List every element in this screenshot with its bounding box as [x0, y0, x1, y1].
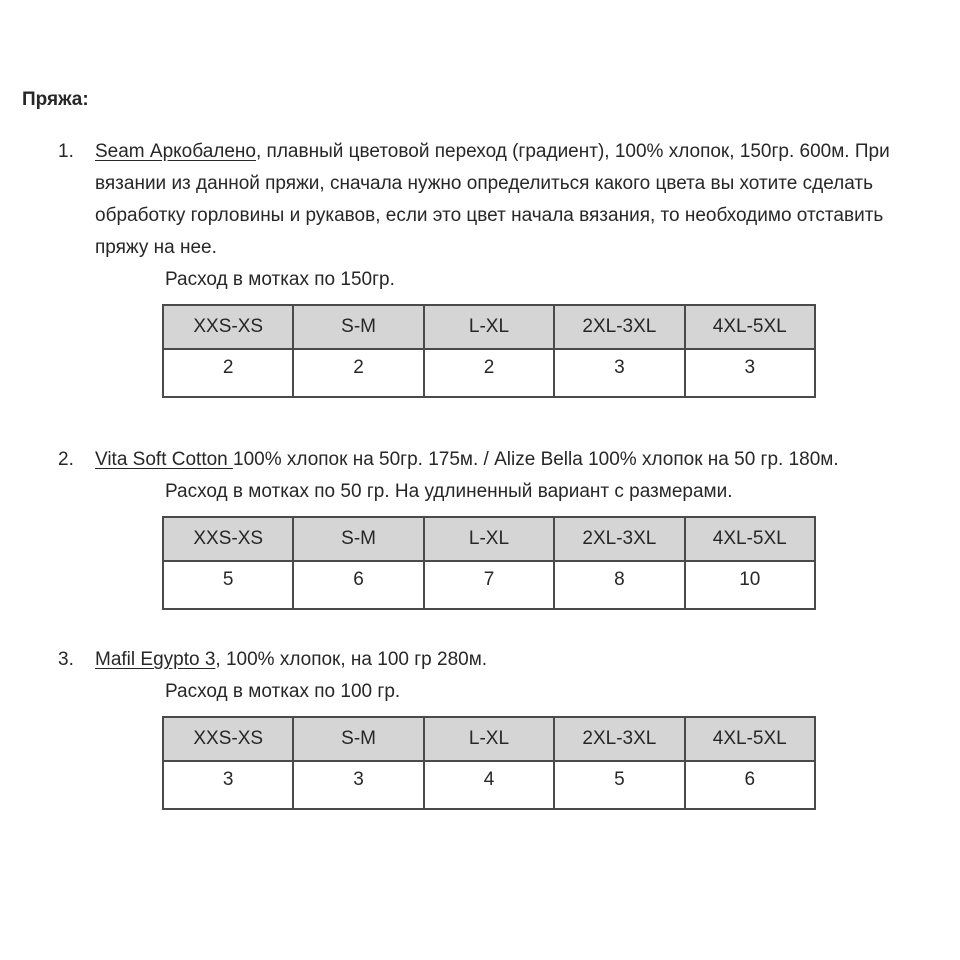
size-value-cell: 5 [163, 561, 293, 609]
size-value-cell: 3 [163, 761, 293, 809]
list-item-mafil-egypto [22, 644, 930, 810]
size-header-cell: L-XL [424, 517, 554, 561]
size-header-row [163, 717, 815, 761]
list-item-body [95, 136, 930, 398]
list-item-body [95, 644, 930, 810]
size-value-row [163, 349, 815, 397]
list-item-number: 1. [58, 141, 74, 162]
yarn-name: Vita Soft Cotton [95, 449, 234, 470]
size-consumption-table [162, 304, 816, 398]
list-item-seam-arcobaleno [22, 136, 930, 398]
yarn-paragraph [95, 136, 930, 264]
size-header-cell: XXS-XS [163, 717, 293, 761]
size-header-row [163, 517, 815, 561]
size-header-cell: 4XL-5XL [685, 717, 815, 761]
size-value-row [163, 761, 815, 809]
yarn-name: Seam Аркобалено [95, 141, 256, 162]
list-item-number: 2. [58, 449, 74, 470]
table-caption: Расход в мотках по 50 гр. На удлиненный вариант с размерами. [165, 481, 733, 502]
size-value-cell: 6 [293, 561, 423, 609]
size-header-cell: L-XL [424, 305, 554, 349]
size-value-cell: 6 [685, 761, 815, 809]
size-header-cell: S-M [293, 517, 423, 561]
size-value-row [163, 561, 815, 609]
yarn-description: , 100% хлопок, на 100 гр 280м. [215, 649, 488, 670]
size-header-cell: S-M [293, 717, 423, 761]
size-header-cell: 4XL-5XL [685, 305, 815, 349]
list-item-number: 3. [58, 649, 74, 670]
size-value-cell: 2 [163, 349, 293, 397]
size-header-cell: S-M [293, 305, 423, 349]
size-header-cell: XXS-XS [163, 305, 293, 349]
yarn-paragraph [95, 444, 930, 476]
yarn-description: , плавный цветовой переход (градиент), 100% хлопок, 150гр. 600м. При вязании из данной пряжи, сначала нужно определиться какого цвета вы хотите сделать обработку горловины и рукавов, если это цвет начала вязания, то необходимо отставить пряжу на нее. [95, 141, 890, 258]
size-value-cell: 2 [424, 349, 554, 397]
size-header-cell: 2XL-3XL [554, 305, 684, 349]
size-header-cell: 2XL-3XL [554, 517, 684, 561]
yarn-description: 100% хлопок на 50гр. 175м. / Alize Bella 100% хлопок на 50 гр. 180м. [233, 449, 839, 470]
list-item-body [95, 444, 930, 610]
size-value-cell: 2 [293, 349, 423, 397]
size-value-cell: 4 [424, 761, 554, 809]
table-caption: Расход в мотках по 150гр. [165, 269, 395, 290]
page-title: Пряжа: [22, 89, 89, 110]
size-value-cell: 3 [685, 349, 815, 397]
size-consumption-table [162, 516, 816, 610]
size-value-cell: 10 [685, 561, 815, 609]
size-header-cell: 4XL-5XL [685, 517, 815, 561]
size-value-cell: 3 [293, 761, 423, 809]
size-value-cell: 5 [554, 761, 684, 809]
size-header-cell: XXS-XS [163, 517, 293, 561]
size-value-cell: 8 [554, 561, 684, 609]
table-caption: Расход в мотках по 100 гр. [165, 681, 401, 702]
list-item-vita-soft-cotton [22, 444, 930, 610]
size-header-row [163, 305, 815, 349]
size-header-cell: 2XL-3XL [554, 717, 684, 761]
size-value-cell: 7 [424, 561, 554, 609]
yarn-paragraph [95, 644, 930, 676]
yarn-name: Mafil Egypto 3 [95, 649, 216, 670]
size-value-cell: 3 [554, 349, 684, 397]
size-header-cell: L-XL [424, 717, 554, 761]
size-consumption-table [162, 716, 816, 810]
